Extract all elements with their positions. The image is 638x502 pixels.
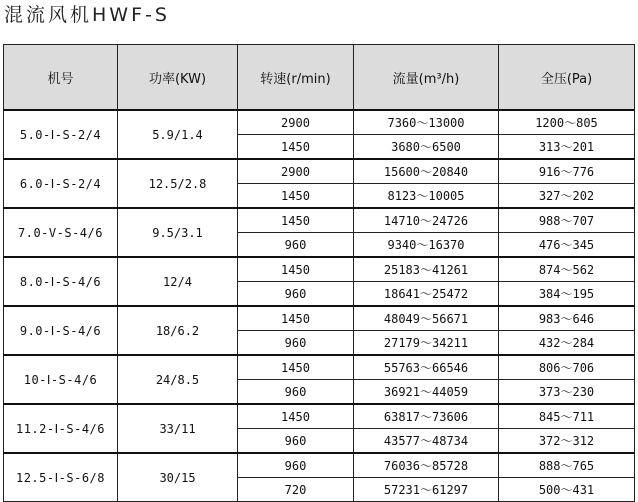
header-speed: 转速(r/min) [238,45,354,111]
flow-cell: 48049～56671 [354,306,499,331]
speed-cell: 960 [238,233,354,258]
model-cell: 7.0-V-S-4/6 [4,208,118,257]
pressure-cell: 806～706 [499,355,635,380]
pressure-cell: 313～201 [499,135,635,160]
table-row [4,110,635,135]
flow-cell: 7360～13000 [354,110,499,135]
flow-cell: 55763～66546 [354,355,499,380]
table-row [4,257,635,282]
flow-cell: 36921～44059 [354,380,499,405]
pressure-cell: 372～312 [499,429,635,454]
speed-cell: 960 [238,331,354,356]
power-cell: 12.5/2.8 [118,159,238,208]
pressure-cell: 874～562 [499,257,635,282]
speed-cell: 1450 [238,184,354,209]
pressure-cell: 983～646 [499,306,635,331]
flow-cell: 9340～16370 [354,233,499,258]
power-cell: 30/15 [118,453,238,502]
power-cell: 12/4 [118,257,238,306]
model-cell: 12.5-Ⅰ-S-6/8 [4,453,118,502]
page-title: 混流风机HWF-S [4,4,170,26]
header-pressure: 全压(Pa) [499,45,635,111]
flow-cell: 14710～24726 [354,208,499,233]
power-cell: 33/11 [118,404,238,453]
pressure-cell: 888～765 [499,453,635,478]
pressure-cell: 916～776 [499,159,635,184]
table-row [4,159,635,184]
flow-cell: 76036～85728 [354,453,499,478]
speed-cell: 2900 [238,110,354,135]
speed-cell: 1450 [238,306,354,331]
flow-cell: 57231～61297 [354,478,499,502]
pressure-cell: 432～284 [499,331,635,356]
power-cell: 18/6.2 [118,306,238,355]
fan-spec-table [3,44,635,502]
model-cell: 10-Ⅰ-S-4/6 [4,355,118,404]
pressure-cell: 373～230 [499,380,635,405]
pressure-cell: 1200～805 [499,110,635,135]
model-cell: 9.0-Ⅰ-S-4/6 [4,306,118,355]
model-cell: 5.0-Ⅰ-S-2/4 [4,110,118,159]
speed-cell: 960 [238,453,354,478]
pressure-cell: 327～202 [499,184,635,209]
flow-cell: 18641～25472 [354,282,499,307]
pressure-cell: 500～431 [499,478,635,502]
table-row [4,355,635,380]
pressure-cell: 845～711 [499,404,635,429]
pressure-cell: 476～345 [499,233,635,258]
table-header-row [4,45,635,111]
speed-cell: 960 [238,429,354,454]
table-row [4,306,635,331]
speed-cell: 1450 [238,257,354,282]
table-row [4,453,635,478]
model-cell: 8.0-Ⅰ-S-4/6 [4,257,118,306]
flow-cell: 43577～48734 [354,429,499,454]
flow-cell: 25183～41261 [354,257,499,282]
speed-cell: 720 [238,478,354,502]
table-row [4,208,635,233]
header-flow: 流量(m³/h) [354,45,499,111]
flow-cell: 8123～10005 [354,184,499,209]
power-cell: 5.9/1.4 [118,110,238,159]
speed-cell: 2900 [238,159,354,184]
speed-cell: 1450 [238,135,354,160]
pressure-cell: 988～707 [499,208,635,233]
model-cell: 11.2-Ⅰ-S-4/6 [4,404,118,453]
speed-cell: 1450 [238,404,354,429]
flow-cell: 15600～20840 [354,159,499,184]
speed-cell: 960 [238,380,354,405]
model-cell: 6.0-Ⅰ-S-2/4 [4,159,118,208]
speed-cell: 960 [238,282,354,307]
flow-cell: 3680～6500 [354,135,499,160]
flow-cell: 63817～73606 [354,404,499,429]
power-cell: 9.5/3.1 [118,208,238,257]
speed-cell: 1450 [238,208,354,233]
pressure-cell: 384～195 [499,282,635,307]
speed-cell: 1450 [238,355,354,380]
table-row [4,404,635,429]
flow-cell: 27179～34211 [354,331,499,356]
header-model: 机号 [4,45,118,111]
header-power: 功率(KW) [118,45,238,111]
table-body [4,110,635,502]
power-cell: 24/8.5 [118,355,238,404]
